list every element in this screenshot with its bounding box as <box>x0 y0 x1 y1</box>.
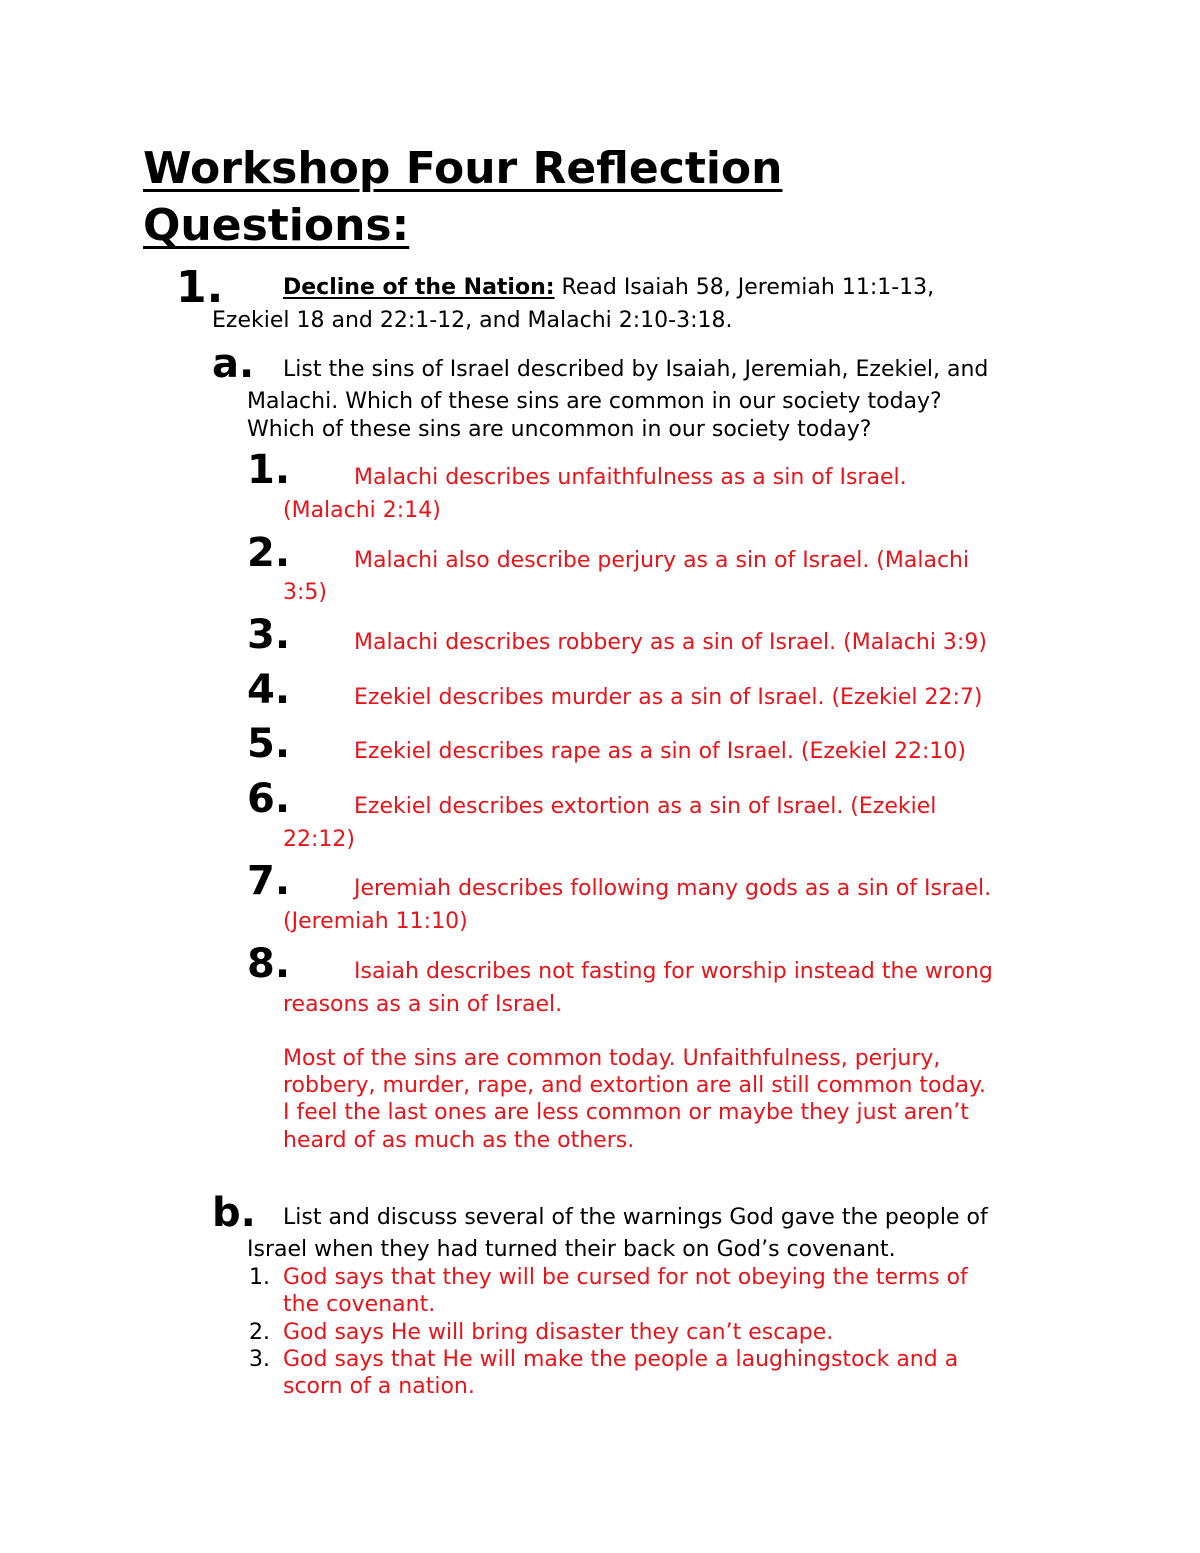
part-a-line-1: List the sins of Israel described by Isaiah, Jeremiah, Ezekiel, and <box>283 357 989 382</box>
question-1-heading: Decline of the Nation: <box>283 275 555 300</box>
part-b-line-2: Israel when they had turned their back on God’s covenant. <box>247 1237 896 1262</box>
answer-a-2-line-2: 3:5) <box>283 580 327 605</box>
answer-b-3-line-1: God says that He will make the people a laughingstock and a <box>283 1347 959 1372</box>
answer-b-3-line-2: scorn of a nation. <box>283 1374 475 1399</box>
answer-a-1-line-2: (Malachi 2:14) <box>283 498 441 523</box>
question-1-line-1 <box>283 274 934 302</box>
part-a-line-2: Malachi. Which of these sins are common in our society today? <box>247 389 942 414</box>
answer-a-4-number: 4. <box>247 667 291 713</box>
answer-b-3-number: 3. <box>249 1347 270 1372</box>
question-1-line-2: Ezekiel 18 and 22:1-12, and Malachi 2:10-3:18. <box>212 308 733 333</box>
answer-a-7-line-2: (Jeremiah 11:10) <box>283 909 468 934</box>
answer-b-1-line-2: the covenant. <box>283 1292 436 1317</box>
summary-line-4: heard of as much as the others. <box>283 1128 635 1153</box>
answer-b-1-line-1: God says that they will be cursed for not obeying the terms of <box>283 1265 968 1290</box>
part-b-letter: b. <box>212 1190 256 1236</box>
question-1-text: Read Isaiah 58, Jeremiah 11:1-13, <box>554 275 935 300</box>
summary-line-3: I feel the last ones are less common or maybe they just aren’t <box>283 1100 969 1125</box>
summary-line-1: Most of the sins are common today. Unfaithfulness, perjury, <box>283 1046 941 1071</box>
answer-a-8-line-1: Isaiah describes not fasting for worship instead the wrong <box>354 959 993 984</box>
answer-a-5-line-1: Ezekiel describes rape as a sin of Israel. (Ezekiel 22:10) <box>354 739 966 764</box>
answer-a-6-number: 6. <box>247 776 291 822</box>
question-1-number: 1. <box>176 262 224 313</box>
answer-a-3-line-1: Malachi describes robbery as a sin of Israel. (Malachi 3:9) <box>354 630 987 655</box>
answer-a-1-number: 1. <box>247 447 291 493</box>
answer-a-6-line-1: Ezekiel describes extortion as a sin of Israel. (Ezekiel <box>354 794 937 819</box>
answer-a-7-number: 7. <box>247 858 291 904</box>
answer-b-1-number: 1. <box>249 1265 270 1290</box>
answer-a-6-line-2: 22:12) <box>283 827 355 852</box>
answer-b-2-number: 2. <box>249 1320 270 1345</box>
answer-a-3-number: 3. <box>247 612 291 658</box>
answer-a-8-line-2: reasons as a sin of Israel. <box>283 992 563 1017</box>
answer-a-8-number: 8. <box>247 941 291 987</box>
title-line-2: Questions: <box>143 200 410 251</box>
answer-a-2-line-1: Malachi also describe perjury as a sin of Israel. (Malachi <box>354 548 970 573</box>
answer-a-2-number: 2. <box>247 530 291 576</box>
answer-a-4-line-1: Ezekiel describes murder as a sin of Israel. (Ezekiel 22:7) <box>354 685 983 710</box>
part-a-line-3: Which of these sins are uncommon in our society today? <box>247 417 872 442</box>
answer-a-5-number: 5. <box>247 721 291 767</box>
answer-b-2-line-1: God says He will bring disaster they can’t escape. <box>283 1320 834 1345</box>
answer-a-7-line-1: Jeremiah describes following many gods as a sin of Israel. <box>354 876 992 901</box>
part-b-line-1: List and discuss several of the warnings God gave the people of <box>283 1205 988 1230</box>
summary-line-2: robbery, murder, rape, and extortion are all still common today. <box>283 1073 986 1098</box>
answer-a-1-line-1: Malachi describes unfaithfulness as a sin of Israel. <box>354 465 907 490</box>
title-line-1: Workshop Four Reflection <box>143 143 783 194</box>
part-a-letter: a. <box>212 341 255 387</box>
